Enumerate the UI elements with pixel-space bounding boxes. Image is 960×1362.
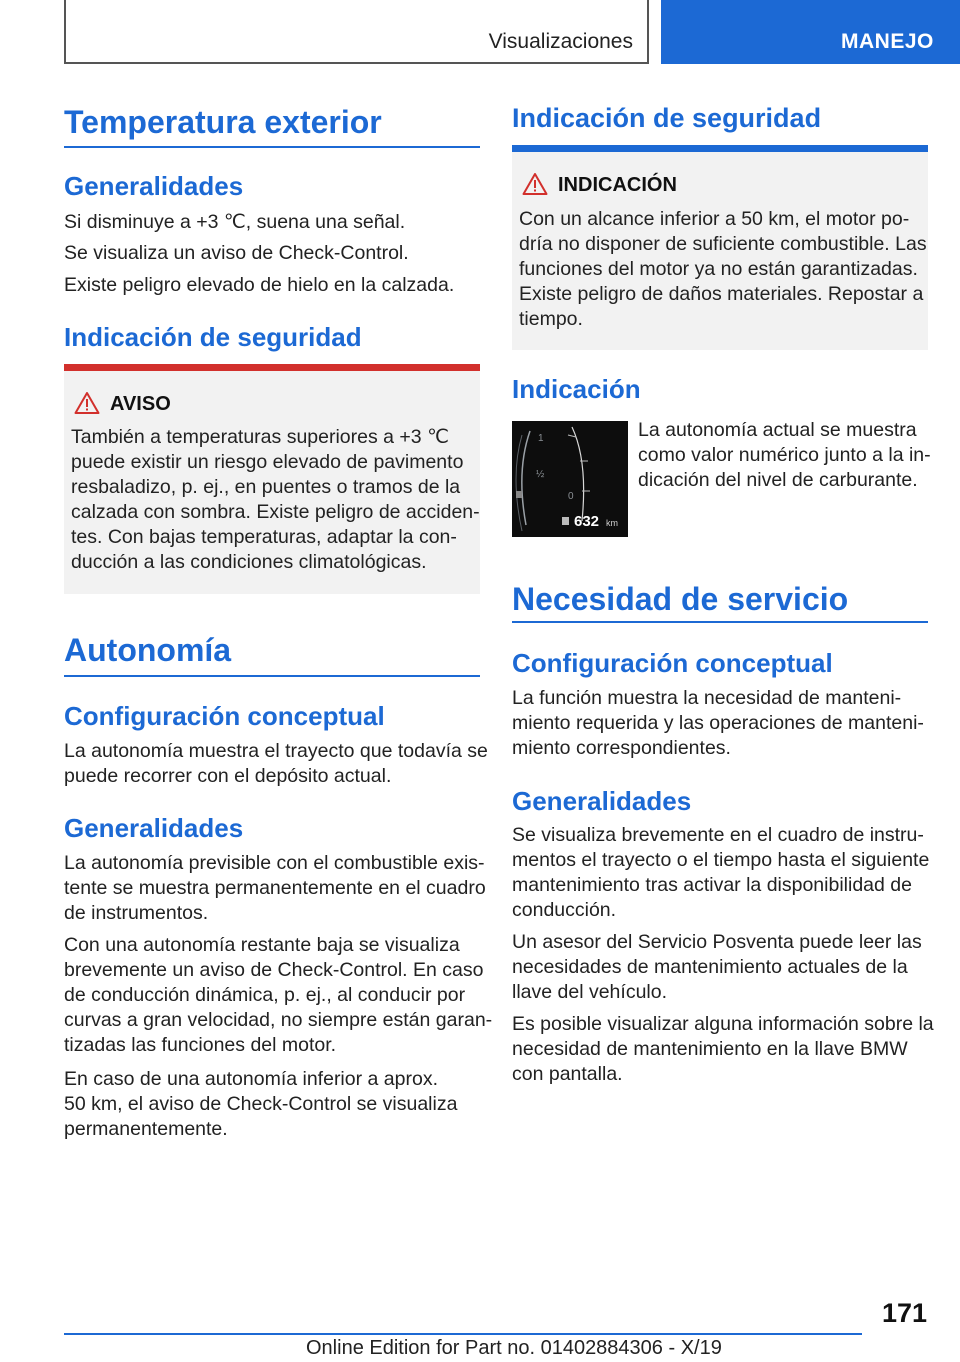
warning-triangle-icon <box>522 172 548 196</box>
section-title-temperature: Temperatura exterior <box>64 104 382 140</box>
text-line: Existe peligro elevado de hielo en la calzada. <box>64 274 455 296</box>
header-chapter-tab <box>661 0 960 64</box>
heading-indication: Indicación <box>512 374 641 404</box>
text-line: tes. Con bajas temperaturas, adaptar la con- <box>71 526 457 548</box>
text-line: Se visualiza un aviso de Check-Control. <box>64 242 409 264</box>
text-line: calzada con sombra. Existe peligro de acciden- <box>71 501 480 523</box>
warning-triangle-icon <box>74 391 100 415</box>
range-general-p3 <box>64 1067 482 1142</box>
header-section-box <box>64 0 649 64</box>
text-line: conducción. <box>512 899 617 921</box>
text-line: La autonomía muestra el trayecto que todavía se <box>64 740 488 762</box>
heading-range-concept: Configuración conceptual <box>64 701 385 731</box>
header-section-title: Visualizaciones <box>488 30 633 53</box>
text-line: permanentemente. <box>64 1118 228 1140</box>
section-title-service: Necesidad de servicio <box>512 581 849 617</box>
text-line: La autonomía actual se muestra <box>638 419 917 441</box>
heading-service-general: Generalidades <box>512 786 692 816</box>
text-line: ducción a las condiciones climatológicas. <box>71 551 427 573</box>
text-line: llave del vehículo. <box>512 981 668 1003</box>
text-line: Con una autonomía restante baja se visualiza <box>64 934 460 956</box>
text-line: Es posible visualizar alguna información sobre la <box>512 1013 934 1035</box>
header-chapter-label: MANEJO <box>841 30 934 53</box>
text-line: mantenimiento tras activar la disponibilidad de <box>512 874 912 896</box>
text-line: También a temperaturas superiores a +3 ℃ <box>71 426 449 448</box>
range-concept-text <box>64 739 488 789</box>
text-line: de instrumentos. <box>64 902 209 924</box>
fuel-gauge-image <box>512 421 628 537</box>
text-line: La función muestra la necesidad de manteni- <box>512 687 902 709</box>
edition-note: Online Edition for Part no. 01402884306 - X/19 <box>306 1337 722 1359</box>
text-line: resbaladizo, p. ej., en puentes o tramos de la <box>71 476 461 498</box>
notice-title: INDICACIÓN <box>558 174 677 196</box>
service-general-p1 <box>512 823 930 923</box>
section-rule <box>64 146 480 148</box>
heading-range-general: Generalidades <box>64 813 244 843</box>
service-concept-text <box>512 686 930 761</box>
heading-temp-safety: Indicación de seguridad <box>64 322 362 352</box>
warning-box <box>64 364 480 594</box>
text-line: con pantalla. <box>512 1063 623 1085</box>
text-line: tente se muestra permanentemente en el cuadro <box>64 877 486 899</box>
text-line: 50 km, el aviso de Check-Control se visualiza <box>64 1093 458 1115</box>
heading-temp-general: Generalidades <box>64 171 244 201</box>
section-title-range: Autonomía <box>64 632 232 668</box>
text-line: mentos el trayecto o el tiempo hasta el siguiente <box>512 849 930 871</box>
service-general-p3 <box>512 1012 934 1087</box>
text-line: de conducción dinámica, p. ej., al conducir por <box>64 984 466 1006</box>
heading-service-concept: Configuración conceptual <box>512 648 833 678</box>
text-line: Si disminuye a +3 ℃, suena una señal. <box>64 211 406 233</box>
service-general-p2 <box>512 930 930 1005</box>
text-line: miento correspondientes. <box>512 737 731 759</box>
gauge-tick-label: 0 <box>568 491 574 502</box>
indication-text <box>638 418 938 493</box>
text-line: puede existir un riesgo elevado de pavimento <box>71 451 464 473</box>
footer-rule <box>64 1333 862 1335</box>
notice-text <box>519 207 927 332</box>
gauge-tick-label: ½ <box>536 469 545 480</box>
temp-general-text <box>64 241 482 266</box>
text-line: La autonomía previsible con el combustible exis- <box>64 852 485 874</box>
text-line: necesidades de mantenimiento actuales de la <box>512 956 908 978</box>
text-line: Existe peligro de daños materiales. Repostar a <box>519 283 924 305</box>
text-line: En caso de una autonomía inferior a aprox. <box>64 1068 438 1090</box>
temp-general-text <box>64 273 482 298</box>
text-line: Un asesor del Servicio Posventa puede leer las <box>512 931 922 953</box>
text-line: como valor numérico junto a la in- <box>638 444 931 466</box>
gauge-range-value: 632 <box>574 513 600 530</box>
warning-title: AVISO <box>110 393 171 415</box>
section-rule <box>512 621 928 623</box>
warning-text <box>71 425 480 575</box>
text-line: Con un alcance inferior a 50 km, el motor po- <box>519 208 910 230</box>
text-line: curvas a gran velocidad, no siempre están garan- <box>64 1009 493 1031</box>
text-line: tizadas las funciones del motor. <box>64 1034 337 1056</box>
gauge-tick-label: 1 <box>538 433 544 444</box>
text-line: dicación del nivel de carburante. <box>638 469 918 491</box>
notice-box <box>512 145 928 350</box>
text-line: puede recorrer con el depósito actual. <box>64 765 392 787</box>
text-line: Se visualiza brevemente en el cuadro de instru- <box>512 824 924 846</box>
range-general-p1 <box>64 851 486 926</box>
text-line: funciones del motor ya no están garantizadas. <box>519 258 918 280</box>
text-line: necesidad de mantenimiento en la llave BMW <box>512 1038 908 1060</box>
text-line: brevemente un aviso de Check-Control. En caso <box>64 959 484 981</box>
text-line: miento requerida y las operaciones de manteni- <box>512 712 924 734</box>
text-line: dría no disponer de suficiente combustible. Las <box>519 233 927 255</box>
text-line: tiempo. <box>519 308 583 330</box>
page-number: 171 <box>882 1298 928 1328</box>
temp-general-text <box>64 210 482 235</box>
range-general-p2 <box>64 933 493 1058</box>
heading-fuel-safety: Indicación de seguridad <box>512 103 822 133</box>
section-rule <box>64 675 480 677</box>
gauge-range-unit: km <box>606 518 618 528</box>
